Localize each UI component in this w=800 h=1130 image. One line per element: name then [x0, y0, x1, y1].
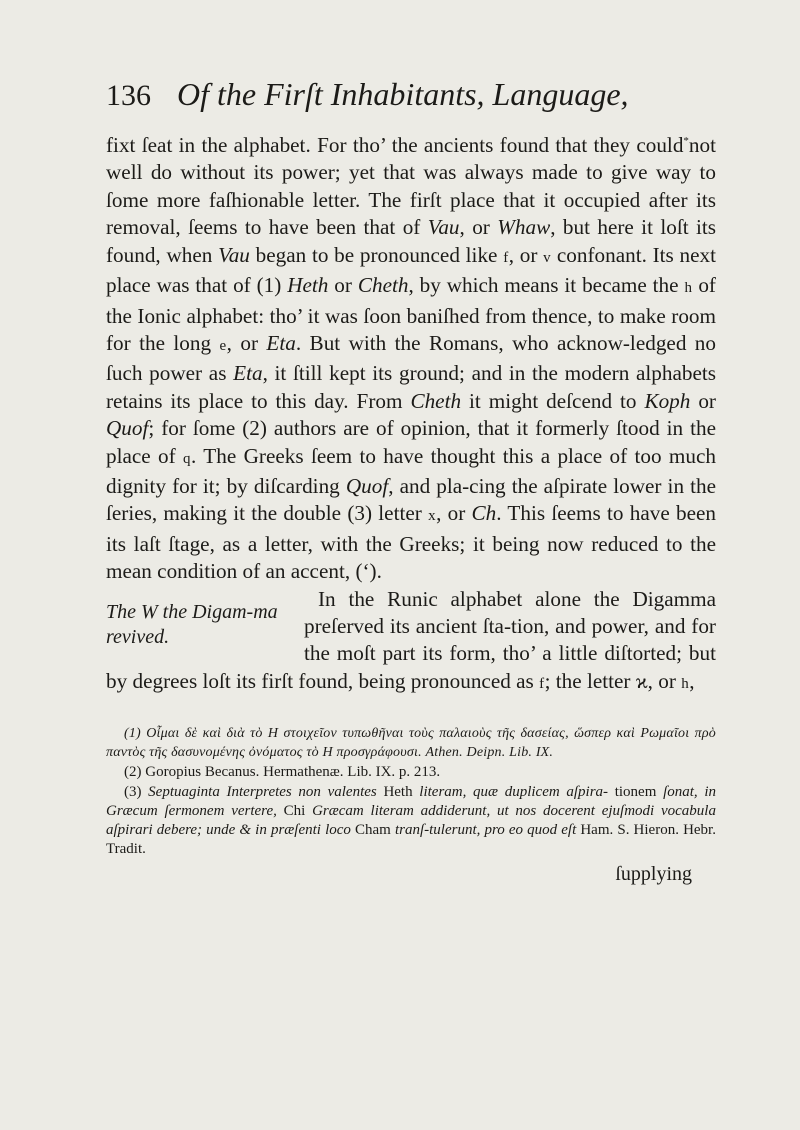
footnote-3: (3) Septuaginta Interpretes non valentes Heth literam, quæ duplicem aſpira- tionem ſonat, in Græcum ſermonem vertere, Chi Græcam literam addiderunt, ut nos docerent ejuſmodi vocabula aſpirari debere; unde & in præſenti loco Cham tranſ-tulerunt, pro eo quod eſt Ham. S. Hieron. Hebr. Tradit. — [106, 784, 716, 858]
footnote-2: (2) Goropius Becanus. Hermathenæ. Lib. IX. p. 213. — [124, 764, 441, 781]
page-number: 136 — [106, 79, 151, 112]
page-header — [106, 76, 716, 120]
paragraph-runic-alphabet: The W the Digam-ma revived. In the Runic alphabet alone the Digamma preſerved its ancient ſta-tion, and power, and for the moſt part its form, tho’ a little diſtorted; but by degrees loſt its firſt found, being pronounced as f; the letter ϰ, or h, — [106, 586, 716, 693]
margin-note: The W the Digam-ma revived. — [106, 600, 278, 648]
paragraph-digamma-history: fixt ſeat in the alphabet. For tho’ the ancients found that they could*not well do without its power; yet that was always made to give way to ſome more faſhionable letter. The firſt place that it occupied after its removal, ſeems to have been that of Vau, or Whaw, but here it loſt its found, when Vau began to be pronounced like f, or v confonant. Its next place was that of (1) Heth or Cheth, by which means it became the h of the Ionic alphabet: tho’ it was ſoon baniſhed from thence, to make room for the long e, or Eta. But with the Romans, who acknow-ledged no ſuch power as Eta, it ſtill kept its ground; and in the modern alphabets retains its place to this day. From Cheth it might deſcend to Koph or Quof; for ſome (2) authors are of opinion, that it formerly ſtood in the place of q. The Greeks ſeem to have thought this a place of too much dignity for it; by diſcarding Quof, and pla-cing the aſpirate lower in the ſeries, making it the double (3) letter x, or Ch. This ſeems to have been its laſt ſtage, as a letter, with the Greeks; it being now reduced to the mean condition of an accent, (‘). — [106, 133, 717, 584]
running-title: Of the Firſt Inhabitants, Language, — [177, 76, 629, 112]
footnote-1: (1) Οἶμαι δὲ καὶ διὰ τὸ Η στοιχεῖον τυπωθῆναι τοὺς παλαιοὺς τῆς δασείας, ὥσπερ καὶ Ρωμαῖοι πρὸ παντὸς τῆς δασυνομένης ὀνόματος τὸ Η προσγράφουσι. Athen. Deipn. Lib. IX. — [106, 726, 716, 761]
catchword: ſupplying — [615, 863, 692, 886]
footnotes — [106, 724, 716, 859]
